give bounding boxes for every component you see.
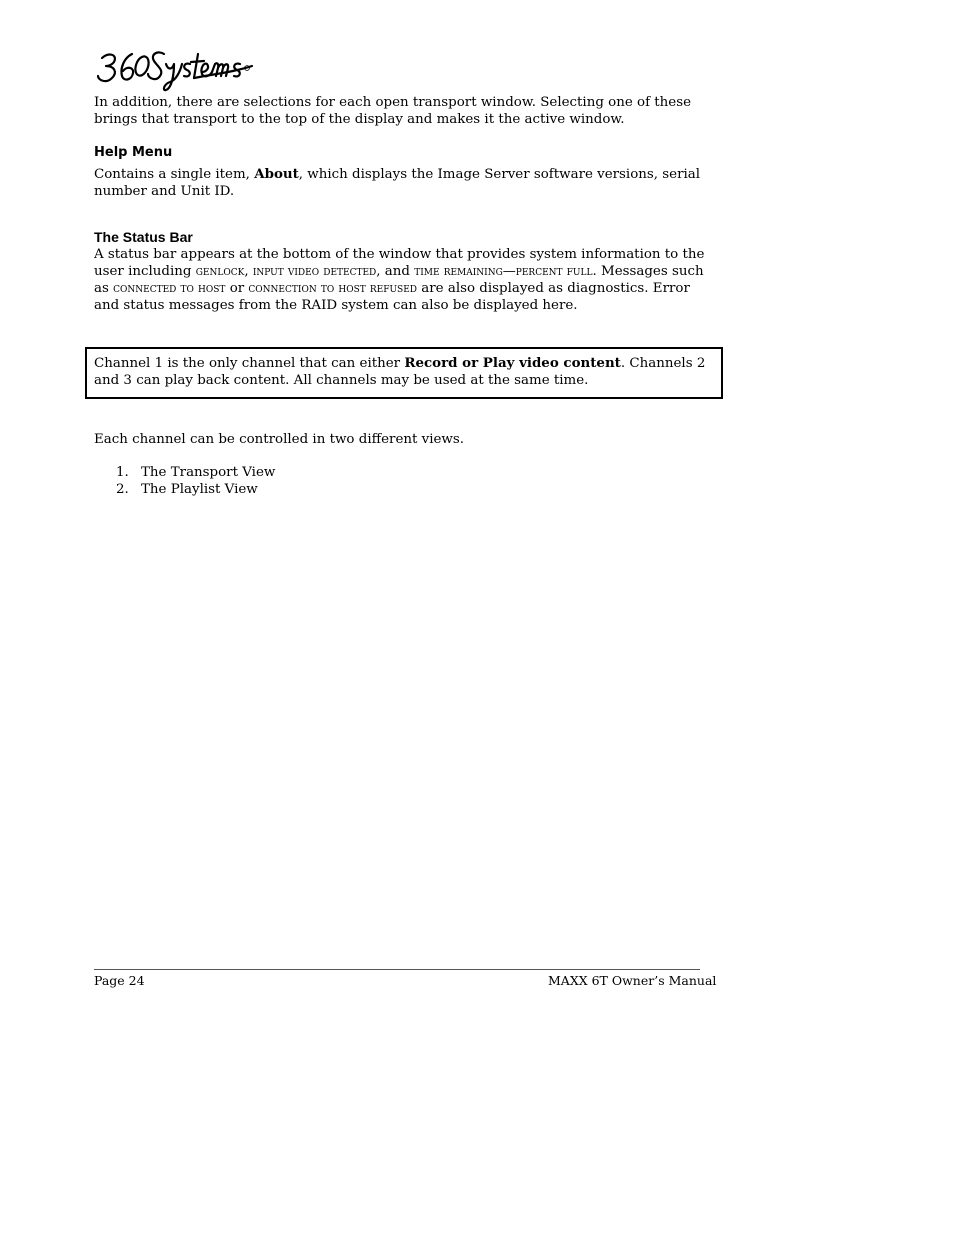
list-item-label: The Transport View <box>141 465 276 480</box>
status-bar-heading: The Status Bar <box>94 229 193 245</box>
help-menu-description <box>94 166 714 200</box>
list-item-number: 1. <box>116 465 129 480</box>
note-bold-text: Record or Play video content <box>404 355 621 371</box>
input-video-term: input video detected <box>252 264 377 279</box>
page-number: Page 24 <box>94 973 145 988</box>
views-intro-paragraph: Each channel can be controlled in two different views. <box>94 432 464 447</box>
genlock-term: genlock <box>195 264 245 279</box>
help-menu-text-before: Contains a single item, <box>94 167 255 182</box>
list-item <box>94 464 275 481</box>
status-text-2: , and <box>376 264 415 279</box>
time-remaining-term: time remaining—percent full <box>414 264 593 279</box>
intro-paragraph: In addition, there are selections for each open transport window. Selecting one of these brings that transport to the top of the display and makes it the active window. <box>94 95 692 127</box>
list-item-label: The Playlist View <box>141 482 258 497</box>
status-text-1: A status bar appears at the bottom of the window that provides system information to the user including <box>94 247 705 279</box>
status-text-3: . Messages such as <box>94 264 704 296</box>
help-menu-text-after: , which displays the Image Server software versions, serial number and Unit ID. <box>94 167 701 199</box>
status-text-5: are also displayed as diagnostics. Error and status messages from the RAID system can also be displayed here. <box>94 281 690 313</box>
about-item-label: About <box>254 166 299 182</box>
note-text-before: Channel 1 is the only channel that can either <box>94 356 405 371</box>
views-list <box>94 464 275 498</box>
connection-refused-term: connection to host refused <box>248 281 418 296</box>
note-text-after: . Channels 2 and 3 can play back content. All channels may be used at the same time. <box>94 356 706 388</box>
connected-host-term: connected to host <box>113 281 226 296</box>
list-item <box>94 481 275 498</box>
status-sep-1: , <box>244 264 253 279</box>
channel-note-box <box>85 347 723 399</box>
help-menu-heading: Help Menu <box>94 145 173 160</box>
list-item-number: 2. <box>116 482 129 497</box>
footer-divider <box>94 969 700 970</box>
status-bar-description <box>94 246 714 314</box>
manual-title: MAXX 6T Owner’s Manual <box>548 973 717 988</box>
status-text-4: or <box>225 281 249 296</box>
360-systems-logo <box>94 44 254 96</box>
channel-note-text <box>94 355 714 389</box>
360-systems-logo-mark <box>94 44 254 96</box>
